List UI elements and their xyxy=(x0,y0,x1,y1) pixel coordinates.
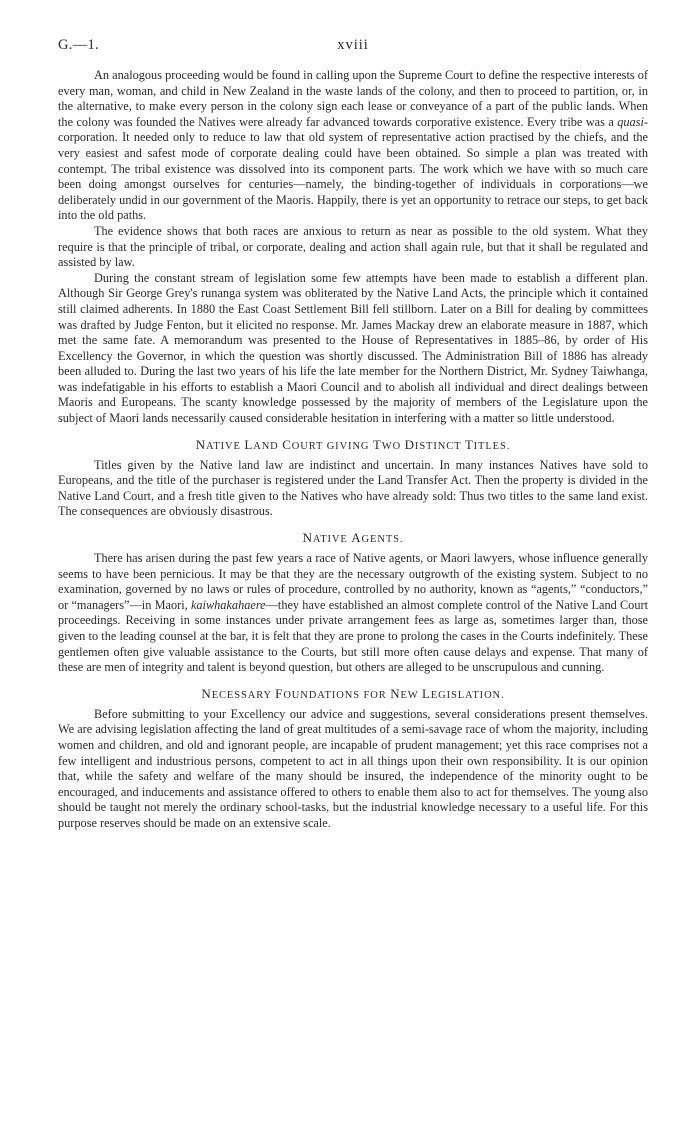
paper-reference: G.—1. xyxy=(58,37,99,53)
document-body xyxy=(58,68,648,832)
body-paragraph xyxy=(58,224,648,271)
document-section xyxy=(58,686,648,832)
document-section xyxy=(58,437,648,520)
paragraph-text: There has arisen during the past few years a race of Native agents, or Maori lawyers, whose influence generally seems to have been pernicious. It may be that they are the necessary outgrowth of the existing system. Subject to no examination, governed by no laws or rules of procedure, controlled by no authority, known as “agents,” “conductors,” or “managers”—in Maori, xyxy=(58,551,648,612)
paragraph-text: The evidence shows that both races are anxious to return as near as possible to the old system. What they require is that the principle of tribal, or corporate, dealing and action shall again rule, but that it shall be regulated and assisted by law. xyxy=(58,223,648,270)
body-paragraph xyxy=(58,271,648,427)
section-heading: NATIVE AGENTS. xyxy=(302,530,404,546)
paragraph-text: During the constant stream of legislation some few attempts have been made to establish a different plan. Although Sir George Grey's runanga system was obliterated by the Native Land Acts, the principle which it contained still claimed adherents. In 1880 the East Coast Settlement Bill fell stillborn. Later on a Bill for dealing by committees was drafted by Judge Fenton, but it elicited no response. Mr. James Mackay drew an elaborate measure in 1887, which met the same fate. A memorandum was presented to the House of Representatives in 1885–86, by order of His Excellency the Governor, in which the question was shortly discussed. The Administration Bill of 1886 has already been alluded to. During the last two years of his life the late member for the Northern District, Mr. Sydney Taiwhanga, was indefatigable in his efforts to establish a Maori Council and to abolish all individual and direct dealings between Maoris and Europeans. The scanty knowledge possessed by the majority of members of the Legislature upon the subject of Maori lands necessarily caused considerable hesitation in interfering with a matter so little understood. xyxy=(58,270,648,426)
body-paragraph xyxy=(58,458,648,520)
paragraph-text: -corporation. It needed only to reduce to law that old system of representative action practised by the chiefs, and the very easiest and safest mode of corporate dealing could have been obtained. So simple a plan was treated with contempt. The tribal existence was dissolved into its component parts. The work which we have with so much care been doing amongst ourselves for centuries—namely, the binding-together of individuals in corporations—we deliberately undid in our government of the Maoris. Happily, there is yet an opportunity to retrace our steps, to get back into the old paths. xyxy=(58,114,648,223)
document-section xyxy=(58,68,648,427)
body-paragraph xyxy=(58,707,648,832)
paragraph-text: An analogous proceeding would be found in calling upon the Supreme Court to define the respective interests of every man, woman, and child in New Zealand in the waste lands of the colony, and then to proceed to partition, or, in the alternative, to make every person in the colony sign each lease or conveyance of a part of the public lands. When the colony was founded the Natives were already far advanced towards corporative existence. Every tribe was a xyxy=(58,68,648,129)
page-header xyxy=(58,34,648,56)
section-heading: NECESSARY FOUNDATIONS FOR NEW LEGISLATION. xyxy=(201,685,505,701)
body-paragraph xyxy=(58,551,648,676)
document-section xyxy=(58,530,648,676)
body-paragraph xyxy=(58,68,648,224)
section-heading: NATIVE LAND COURT GIVING TWO DISTINCT TITLES. xyxy=(195,436,511,452)
italic-text: kaiwhakahaere xyxy=(190,597,266,612)
page-number: xviii xyxy=(337,37,369,53)
paragraph-text: Titles given by the Native land law are indistinct and uncertain. In many instances Natives have sold to Europeans, and the title of the purchaser is registered under the Land Transfer Act. Then the property is divided in the Native Land Court, and a fresh title given to the Natives who have already sold: Thus two titles to the same land exist. The consequences are obviously disastrous. xyxy=(58,457,648,519)
paragraph-text: —they have established an almost complete control of the Native Land Court proceedings. Receiving in some instances under private arrangement fees as large as, sometimes larger than, those given to the leading counsel at the bar, it is felt that they are prone to prolong the cases in the Courts indefinitely. These gentlemen often give valuable assistance to the Courts, but still more often cause delays and expense. That many of these are men of integrity and talent is beyond question, but others are alleged to be unscrupulous and cunning. xyxy=(58,597,648,675)
italic-text: quasi xyxy=(617,114,644,129)
paragraph-text: Before submitting to your Excellency our advice and suggestions, several considerations present themselves. We are advising legislation affecting the land of great multitudes of a semi-savage race of whom the majority, including women and children, and old and ignorant people, are incapable of prudent management; yet this race comprises not a few intelligent and industrious persons, competent to act in all things upon their own responsibility. It is our opinion that, while the safety and welfare of the many should be insured, the independence of the minority ought to be encouraged, and inducements and assistance offered to others to enable them also to act for themselves. The young also should be taught not merely the ordinary school-tasks, but the industrial knowledge necessary to a useful life. For this purpose reserves should be made on an extensive scale. xyxy=(58,706,648,830)
